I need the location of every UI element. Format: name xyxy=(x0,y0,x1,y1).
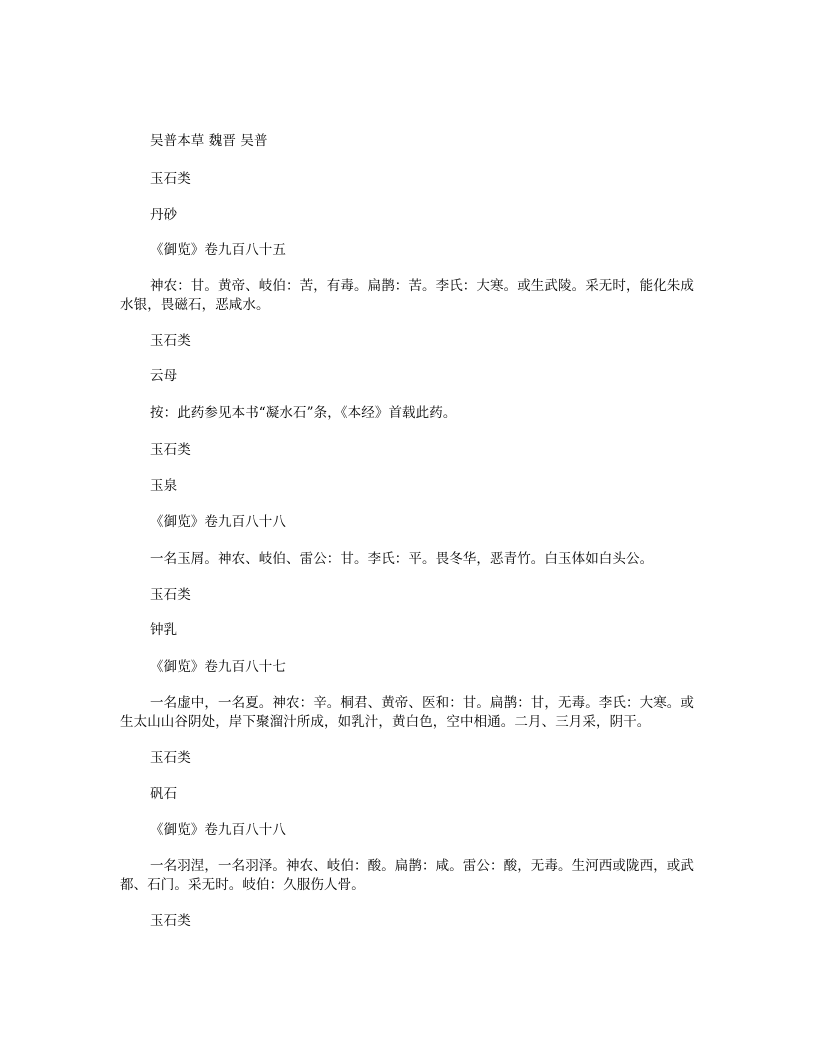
source-citation: 《御览》卷九百八十八 xyxy=(150,514,286,530)
entry-name: 矾石 xyxy=(150,786,178,802)
entry-text: 一名虚中，一名夏。神农：辛。桐君、黄帝、医和：甘。扁鹊：甘，无毒。李氏：大寒。或生太山山谷阴处，岸下聚溜汁所成，如乳汁，黄白色，空中相通。二月、三月采，阴干。 xyxy=(120,695,694,730)
entry-text: 一名玉屑。神农、岐伯、雷公：甘。李氏：平。畏冬华，恶青竹。白玉体如白头公。 xyxy=(150,551,654,567)
source-citation: 《御览》卷九百八十八 xyxy=(150,822,286,838)
entry-text: 神农：甘。黄帝、岐伯：苦，有毒。扁鹊：苦。李氏：大寒。或生武陵。采无时，能化朱成水银，畏磁石，恶咸水。 xyxy=(120,278,694,313)
category-heading: 玉石类 xyxy=(150,913,191,929)
category-heading: 玉石类 xyxy=(150,333,191,349)
category-heading: 玉石类 xyxy=(150,442,191,458)
category-heading: 玉石类 xyxy=(150,750,191,766)
source-citation: 《御览》卷九百八十七 xyxy=(150,659,286,675)
category-heading: 玉石类 xyxy=(150,587,191,603)
entry-name: 丹砂 xyxy=(150,207,178,223)
entry-text: 按：此药参见本书“凝水石”条，《本经》首载此药。 xyxy=(150,405,457,421)
source-citation: 《御览》卷九百八十五 xyxy=(150,242,286,258)
entry-text: 一名羽涅，一名羽泽。神农、岐伯：酸。扁鹊：咸。雷公：酸，无毒。生河西或陇西，或武都、石门。采无时。岐伯：久服伤人骨。 xyxy=(120,858,694,893)
entry-name: 云母 xyxy=(150,368,178,384)
entry-name: 玉泉 xyxy=(150,478,178,494)
entry-name: 钟乳 xyxy=(150,622,178,638)
book-header-line: 吴普本草 魏晋 吴普 xyxy=(150,133,268,149)
category-heading: 玉石类 xyxy=(150,171,191,187)
